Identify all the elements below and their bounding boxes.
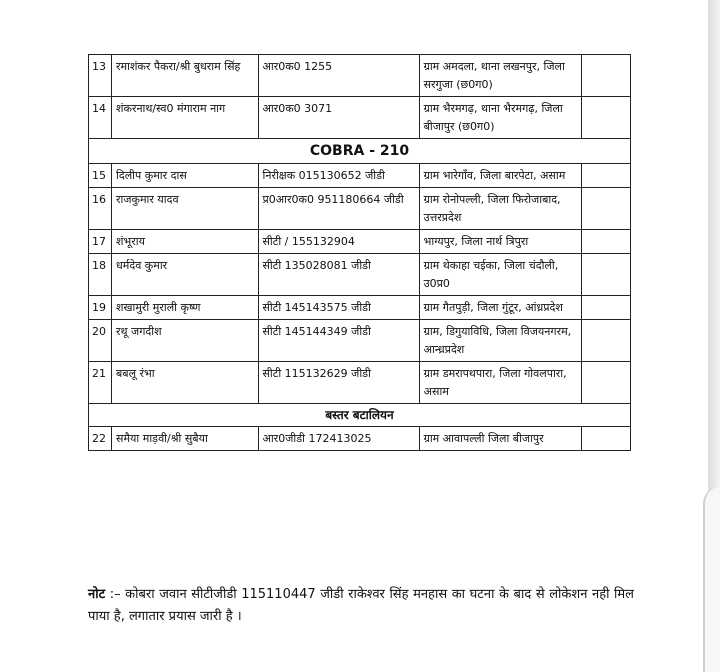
empty-cell xyxy=(581,296,630,320)
home-address: ग्राम थेकाहा चईका, जिला चंदौली, उ0प्र0 xyxy=(419,254,581,296)
empty-cell xyxy=(581,254,630,296)
person-name: राजकुमार यादव xyxy=(112,188,258,230)
serial-number: 20 xyxy=(89,320,112,362)
home-address: ग्राम रोनोपल्ली, जिला फिरोजाबाद, उत्तरप्रदेश xyxy=(419,188,581,230)
service-id: निरीक्षक 015130652 जीडी xyxy=(258,164,419,188)
person-name: शंभूराय xyxy=(112,230,258,254)
empty-cell xyxy=(581,362,630,404)
person-name: धर्मदेव कुमार xyxy=(112,254,258,296)
person-name: बबलू रंभा xyxy=(112,362,258,404)
person-name: शंकरनाथ/स्व0 मंगाराम नाग xyxy=(112,97,258,139)
section-row xyxy=(89,139,631,164)
table-row xyxy=(89,320,631,362)
section-heading-cobra: COBRA - 210 xyxy=(89,139,631,164)
section-row xyxy=(89,404,631,427)
serial-number: 21 xyxy=(89,362,112,404)
note-text: :– कोबरा जवान सीटीजीडी 115110447 जीडी राकेश्वर सिंह मनहास का घटना के बाद से लोकेशन नही मिल पाया है, लगातार प्रयास जारी है । xyxy=(88,587,634,624)
table-row xyxy=(89,427,631,451)
home-address: ग्राम भैरमगढ़, थाना भैरमगढ़, जिला बीजापुर (छ0ग0) xyxy=(419,97,581,139)
empty-cell xyxy=(581,97,630,139)
service-id: सीटी 145143575 जीडी xyxy=(258,296,419,320)
home-address: ग्राम, डिगुयाविधि, जिला विजयनगरम, आन्ध्रप्रदेश xyxy=(419,320,581,362)
serial-number: 13 xyxy=(89,55,112,97)
table-row xyxy=(89,296,631,320)
empty-cell xyxy=(581,230,630,254)
person-name: शखामुरी मुराली कृष्ण xyxy=(112,296,258,320)
person-name: समैया माड़वी/श्री सुबैया xyxy=(112,427,258,451)
service-id: सीटी 145144349 जीडी xyxy=(258,320,419,362)
note-label: नोट xyxy=(88,587,106,602)
personnel-table xyxy=(88,54,631,451)
service-id: सीटी / 155132904 xyxy=(258,230,419,254)
table-row xyxy=(89,188,631,230)
service-id: आर0जीडी 172413025 xyxy=(258,427,419,451)
home-address: भाग्यपुर, जिला नार्थ त्रिपुरा xyxy=(419,230,581,254)
service-id: आर0क0 1255 xyxy=(258,55,419,97)
serial-number: 22 xyxy=(89,427,112,451)
empty-cell xyxy=(581,320,630,362)
table-row xyxy=(89,55,631,97)
table-row xyxy=(89,97,631,139)
service-id: सीटी 135028081 जीडी xyxy=(258,254,419,296)
serial-number: 14 xyxy=(89,97,112,139)
serial-number: 16 xyxy=(89,188,112,230)
empty-cell xyxy=(581,188,630,230)
empty-cell xyxy=(581,427,630,451)
empty-cell xyxy=(581,55,630,97)
home-address: ग्राम भारेगाँव, जिला बारपेटा, असाम xyxy=(419,164,581,188)
table-row xyxy=(89,164,631,188)
home-address: ग्राम आवापल्ली जिला बीजापुर xyxy=(419,427,581,451)
home-address: ग्राम गैतपुड़ी, जिला गुंटूर, आंध्रप्रदेश xyxy=(419,296,581,320)
page-curl xyxy=(703,486,720,672)
service-id: सीटी 115132629 जीडी xyxy=(258,362,419,404)
section-heading-bastar: बस्तर बटालियन xyxy=(89,404,631,427)
table-row xyxy=(89,362,631,404)
service-id: आर0क0 3071 xyxy=(258,97,419,139)
serial-number: 18 xyxy=(89,254,112,296)
table-row xyxy=(89,254,631,296)
person-name: रमाशंकर पैकरा/श्री बुधराम सिंह xyxy=(112,55,258,97)
note-paragraph xyxy=(88,584,634,628)
person-name: दिलीप कुमार दास xyxy=(112,164,258,188)
home-address: ग्राम डमरापथपारा, जिला गोवलपारा, असाम xyxy=(419,362,581,404)
serial-number: 19 xyxy=(89,296,112,320)
home-address: ग्राम अमदला, थाना लखनपुर, जिला सरगुजा (छ0ग0) xyxy=(419,55,581,97)
person-name: रथू जगदीश xyxy=(112,320,258,362)
serial-number: 15 xyxy=(89,164,112,188)
service-id: प्र0आर0क0 951180664 जीडी xyxy=(258,188,419,230)
table-row xyxy=(89,230,631,254)
serial-number: 17 xyxy=(89,230,112,254)
empty-cell xyxy=(581,164,630,188)
